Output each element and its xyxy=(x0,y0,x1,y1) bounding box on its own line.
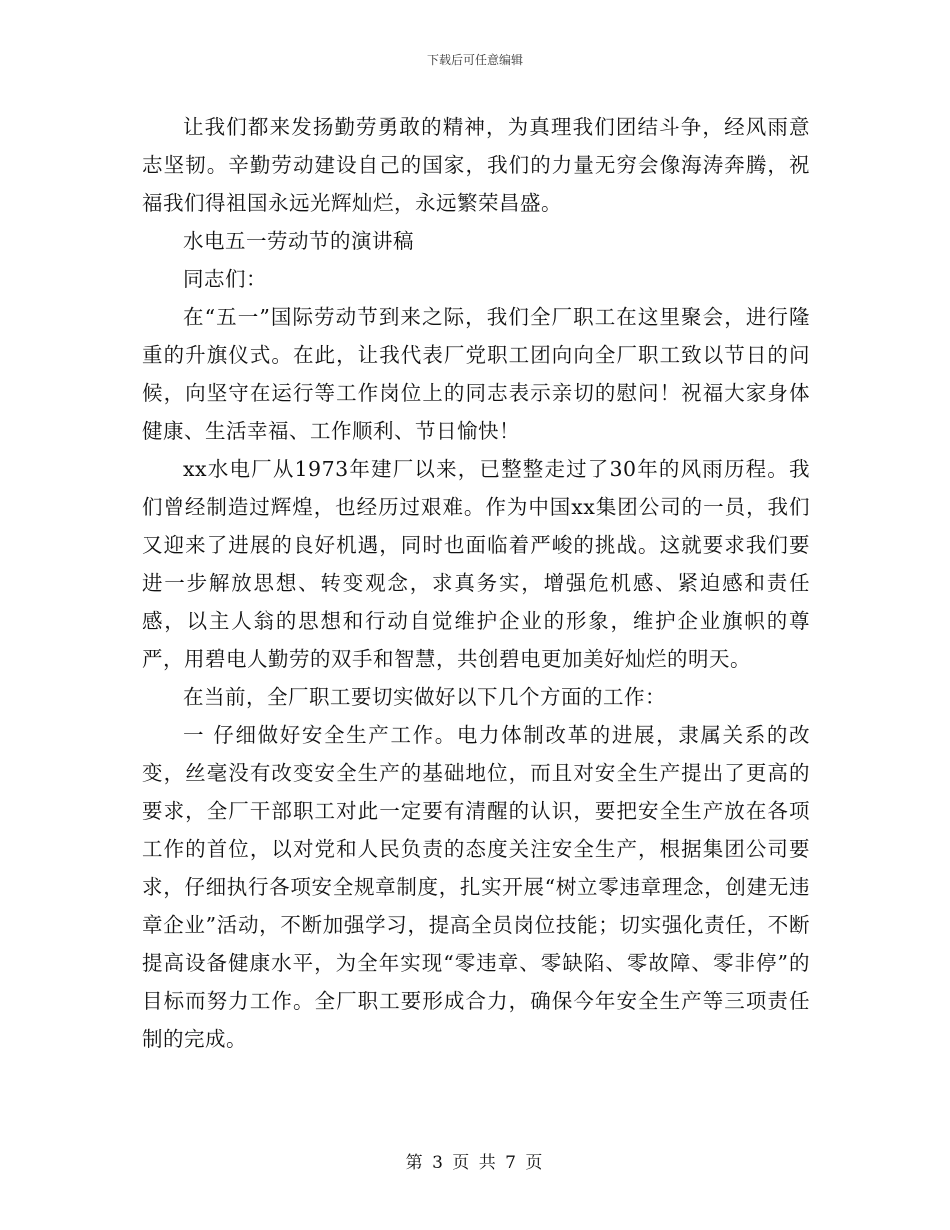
page-number: 第 3 页 共 7 页 xyxy=(405,1153,545,1173)
paragraph: 在“五一”国际劳动节到来之际，我们全厂职工在这里聚会，进行隆重的升旗仪式。在此，让我代表厂党职工团向向全厂职工致以节日的问候，向坚守在运行等工作岗位上的同志表示亲切的慰问！祝福大家身体健康、生活幸福、工作顺利、节日愉快！ xyxy=(142,305,810,443)
paragraph: 在当前，全厂职工要切实做好以下几个方面的工作： xyxy=(183,685,666,709)
document-body xyxy=(142,108,810,1058)
paragraph: 一 仔细做好安全生产工作。电力体制改革的进展，隶属关系的改变，丝毫没有改变安全生产的基础地位，而且对安全生产提出了更高的要求，全厂干部职工对此一定要有清醒的认识，要把安全生产放在各项工作的首位，以对党和人民负责的态度关注安全生产，根据集团公司要求，仔细执行各项安全规章制度，扎实开展“树立零违章理念，创建无违章企业”活动，不断加强学习，提高全员岗位技能；切实强化责任，不断提高设备健康水平，为全年实现“零违章、零缺陷、零故障、零非停”的目标而努力工作。全厂职工要形成合力，确保今年安全生产等三项责任制的完成。 xyxy=(142,723,810,1051)
speech-title: 水电五一劳动节的演讲稿 xyxy=(183,229,414,253)
page-header: 下载后可任意编辑 xyxy=(426,53,523,67)
paragraph: 让我们都来发扬勤劳勇敢的精神，为真理我们团结斗争，经风雨意志坚韧。辛勤劳动建设自己的国家，我们的力量无穷会像海涛奔腾，祝福我们得祖国永远光辉灿烂，永远繁荣昌盛。 xyxy=(142,115,810,215)
salutation: 同志们： xyxy=(183,267,267,291)
paragraph: xx水电厂从1973年建厂以来，已整整走过了30年的风雨历程。我们曾经制造过辉煌，也经历过艰难。作为中国xx集团公司的一员，我们又迎来了进展的良好机遇，同时也面临着严峻的挑战。这就要求我们要进一步解放思想、转变观念，求真务实，增强危机感、紧迫感和责任感，以主人翁的思想和行动自觉维护企业的形象，维护企业旗帜的尊严，用碧电人勤劳的双手和智慧，共创碧电更加美好灿烂的明天。 xyxy=(142,457,810,671)
